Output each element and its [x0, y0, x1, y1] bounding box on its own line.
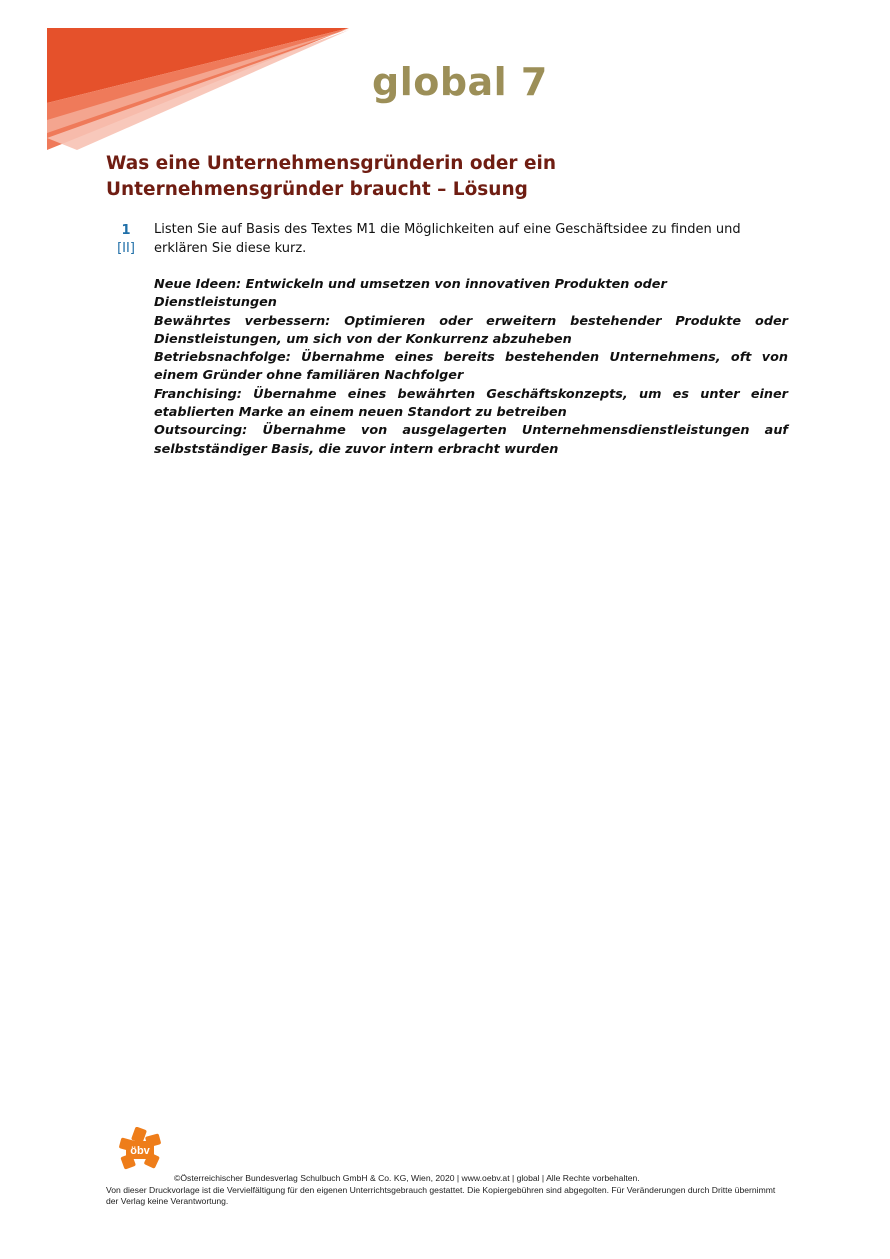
answer-item: Neue Ideen: Entwickeln und umsetzen von innovativen Produkten oder Dienstleistungen — [154, 277, 667, 311]
footer — [106, 1173, 786, 1208]
answer-item: Franchising: Übernahme eines bewährten Geschäftskonzepts, um es unter einer etablierten Marke an einem neuen Standort zu betreiben — [154, 386, 788, 421]
task-number-block — [106, 222, 146, 259]
answer-item: Bewährtes verbessern: Optimieren oder erweitern bestehender Produkte oder Dienstleistungen, um sich von der Konkurrenz abzuheben — [154, 313, 788, 347]
task-instruction: Listen Sie auf Basis des Textes M1 die Möglichkeiten auf eine Geschäftsidee zu finden und erklären Sie diese kurz. — [154, 222, 741, 256]
footer-notice: Von dieser Druckvorlage ist die Vervielfältigung für den eigenen Unterrichtsgebrauch gestattet. Die Kopiergebühren sind abgegolten. Für Veränderungen durch Dritte übernimmt der Verlag keine Verantwortung. — [106, 1184, 776, 1206]
footer-copyright: ©Österreichischer Bundesverlag Schulbuch GmbH & Co. KG, Wien, 2020 | www.oebv.at | global | Alle Rechte vorbehalten. — [174, 1173, 640, 1183]
oebv-logo — [118, 1127, 162, 1171]
answer-item: Betriebsnachfolge: Übernahme eines bereits bestehenden Unternehmens, oft von einem Gründer ohne familiären Nachfolger — [154, 350, 788, 384]
brand-title: global 7 — [372, 60, 548, 104]
answer-item: Outsourcing: Übernahme von ausgelagerten Unternehmensdienstleistungen auf selbstständiger Basis, die zuvor intern erbracht wurden — [154, 423, 788, 457]
header-banner-graphic — [47, 28, 349, 150]
task-number: 1 — [121, 223, 131, 238]
task-level: [II] — [117, 241, 135, 256]
logo-text: öbv — [130, 1145, 150, 1157]
document-title: Was eine Unternehmensgründerin oder ein Unternehmensgründer braucht – Lösung — [106, 153, 557, 200]
answer-list — [154, 276, 788, 459]
